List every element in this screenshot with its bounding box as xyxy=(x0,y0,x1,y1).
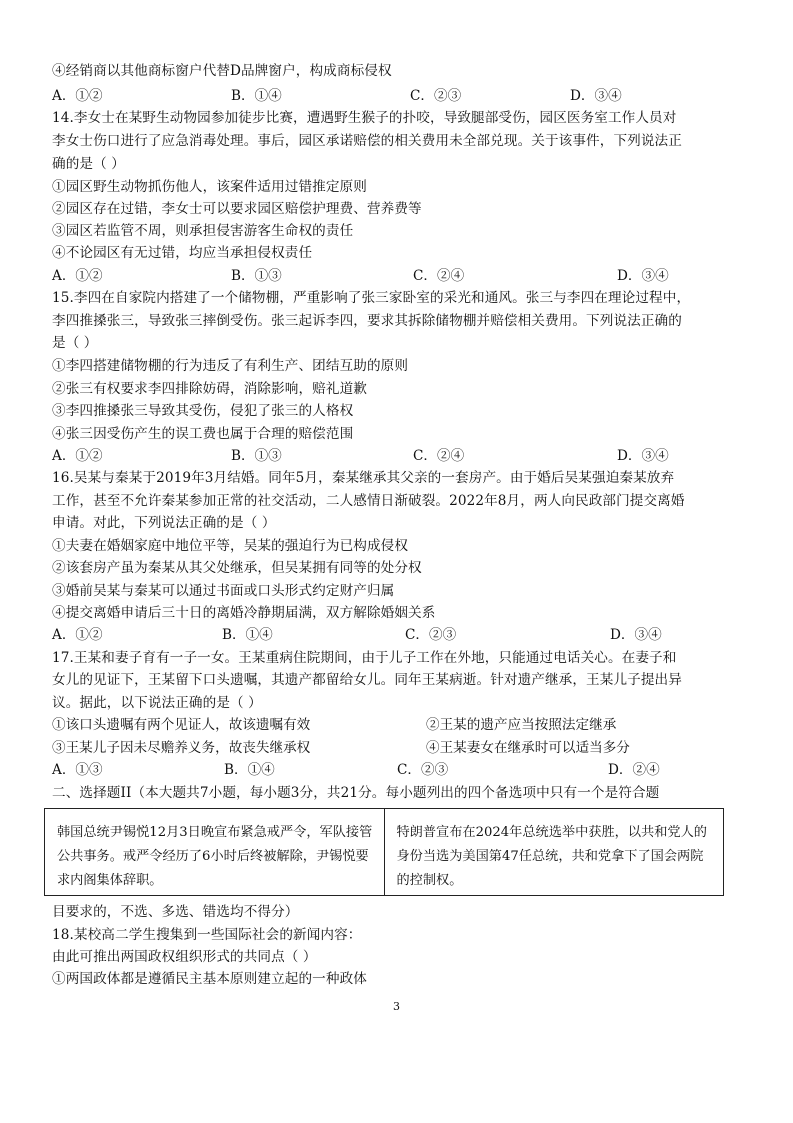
option-q17-b: B．①④ xyxy=(224,762,275,778)
question-15-line-2: 李四推搡张三，导致张三摔倒受伤。张三起诉李四，要求其拆除储物棚并赔偿相关费用。下列说法正确的 xyxy=(52,313,682,329)
question-15-line-1: 15.李四在自家院内搭建了一个储物棚，严重影响了张三家卧室的采光和通风。张三与李四在理论过程中， xyxy=(52,290,691,306)
option-q17-c: C．②③ xyxy=(397,762,449,778)
news-cell-korea: 韩国总统尹锡悦12月3日晚宣布紧急戒严令，军队接管公共事务。戒严令经历了6小时后终被解除，尹锡悦要求内阁集体辞职。 xyxy=(57,825,373,888)
question-16-line-2: 工作，甚至不允许秦某参加正常的社交活动，二人感情日渐破裂。2022年8月，两人向民政部门提交离婚 xyxy=(52,493,685,509)
statement-q17-3: ③王某儿子因未尽赡养义务，故丧失继承权 xyxy=(52,740,311,756)
news-cell-usa: 特朗普宣布在2024年总统选举中获胜，以共和党人的身份当选为美国第47任总统，共和党拿下了国会两院的控制权。 xyxy=(384,809,724,895)
option-q14-c: C．②④ xyxy=(413,268,465,284)
statement-q14-1: ①园区野生动物抓伤他人，该案件适用过错推定原则 xyxy=(52,179,367,195)
option-q14-b: B．①③ xyxy=(231,268,282,284)
option-q16-a: A．①② xyxy=(52,627,103,643)
statement-q18-1: ①两国政体都是遵循民主基本原则建立起的一种政体 xyxy=(52,971,367,987)
section-2-heading-continued: 目要求的，不选、多选、错选均不得分） xyxy=(52,904,299,920)
question-18-line-2: 由此可推出两国政权组织形式的共同点（ ） xyxy=(52,949,317,965)
option-q17-d: D．②④ xyxy=(608,762,660,778)
option-q13-c: C．②③ xyxy=(410,88,462,104)
option-q13-a: A．①② xyxy=(52,88,103,104)
question-17-line-3: 议。据此，以下说法正确的是（ ） xyxy=(52,695,262,711)
question-14-line-2: 李女士伤口进行了应急消毒处理。事后，园区承诺赔偿的相关费用未全部兑现。关于该事件，下列说法正 xyxy=(52,133,682,149)
option-q13-d: D．③④ xyxy=(570,88,622,104)
statement-q14-4: ④不论园区有无过错，均应当承担侵权责任 xyxy=(52,245,313,261)
statement-q16-1: ①夫妻在婚姻家庭中地位平等，吴某的强迫行为已构成侵权 xyxy=(52,538,409,554)
statement-q17-2: ②王某的遗产应当按照法定继承 xyxy=(426,717,617,733)
option-q15-a: A．①② xyxy=(52,448,103,464)
news-table xyxy=(44,808,724,896)
option-q16-c: C．②③ xyxy=(405,627,457,643)
option-q15-c: C．②④ xyxy=(413,448,465,464)
statement-q16-4: ④提交离婚申请后三十日的离婚冷静期届满，双方解除婚姻关系 xyxy=(52,605,436,621)
option-q15-d: D．③④ xyxy=(617,448,669,464)
statement-q14-3: ③园区若监管不周，则承担侵害游客生命权的责任 xyxy=(52,223,354,239)
question-14-line-1: 14.李女士在某野生动物园参加徒步比赛，遭遇野生猴子的扑咬，导致腿部受伤，园区医务室工作人员对 xyxy=(52,110,677,126)
statement-q15-2: ②张三有权要求李四排除妨碍，消除影响，赔礼道歉 xyxy=(52,381,367,397)
option-q17-a: A．①③ xyxy=(52,762,103,778)
statement-q14-2: ②园区存在过错，李女士可以要求园区赔偿护理费、营养费等 xyxy=(52,201,422,217)
question-17-line-2: 女儿的见证下，王某留下口头遗嘱，其遗产都留给女儿。同年王某病逝。针对遗产继承，王某儿子提出异 xyxy=(52,672,682,688)
option-q15-b: B．①③ xyxy=(231,448,282,464)
question-18-line-1: 18.某校高二学生搜集到一些国际社会的新闻内容： xyxy=(52,927,362,943)
statement-q15-4: ④张三因受伤产生的误工费也属于合理的赔偿范围 xyxy=(52,426,354,442)
question-17-line-1: 17.王某和妻子育有一子一女。王某重病住院期间，由于儿子工作在外地，只能通过电话关心。在妻子和 xyxy=(52,650,677,666)
statement-q17-1: ①该口头遗嘱有两个见证人，故该遗嘱有效 xyxy=(52,717,311,733)
question-16-line-3: 申请。对此，下列说法正确的是（ ） xyxy=(52,515,276,531)
statement-q16-3: ③婚前吴某与秦某可以通过书面或口头形式约定财产归属 xyxy=(52,583,395,599)
section-2-heading: 二、选择题II（本大题共7小题，每小题3分，共21分。每小题列出的四个备选项中只有一个是符合题 xyxy=(52,785,660,801)
option-q16-d: D．③④ xyxy=(610,627,662,643)
statement-q17-4: ④王某妻女在继承时可以适当多分 xyxy=(426,740,630,756)
option-q14-a: A．①② xyxy=(52,268,103,284)
option-q14-d: D．③④ xyxy=(617,268,669,284)
statement-q13-4: ④经销商以其他商标窗户代替D品牌窗户，构成商标侵权 xyxy=(52,63,392,79)
option-q16-b: B．①④ xyxy=(222,627,273,643)
page-number: 3 xyxy=(393,1000,400,1013)
statement-q16-2: ②该套房产虽为秦某从其父处继承，但吴某拥有同等的处分权 xyxy=(52,560,422,576)
option-q13-b: B．①④ xyxy=(231,88,282,104)
question-16-line-1: 16.吴某与秦某于2019年3月结婚。同年5月，秦某继承其父亲的一套房产。由于婚后吴某强迫秦某放弃 xyxy=(52,470,675,486)
question-14-line-3: 确的是（ ） xyxy=(52,156,125,172)
question-15-line-3: 是（ ） xyxy=(52,335,98,351)
statement-q15-3: ③李四推搡张三导致其受伤，侵犯了张三的人格权 xyxy=(52,403,354,419)
statement-q15-1: ①李四搭建储物棚的行为违反了有利生产、团结互助的原则 xyxy=(52,358,409,374)
